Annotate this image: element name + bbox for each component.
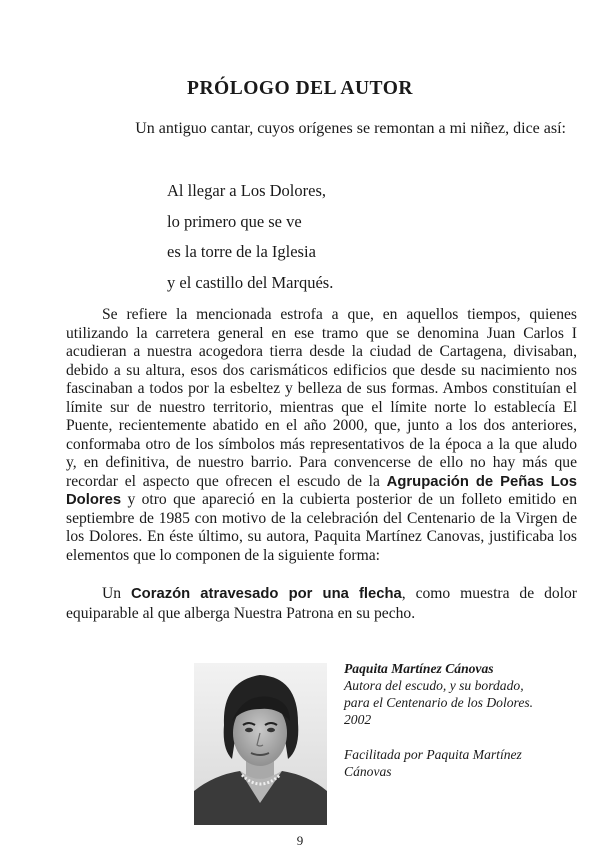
caption-photo-credit: Facilitada por Paquita Martínez Cánovas — [344, 747, 522, 779]
poem-line: y el castillo del Marqués. — [167, 272, 334, 292]
body-bold-org-name: Agrupación de Peñas Los Dolores — [66, 473, 577, 508]
closing-rest: , como muestra de dolor equiparable al que alberga Nuestra Patrona en su pecho. — [66, 585, 577, 622]
poem-line: es la torre de la Iglesia — [167, 242, 316, 261]
poem-line: Al llegar a Los Dolores, — [167, 181, 326, 200]
body-text-part2: y otro que apareció en la cubierta posterior de un folleto emitido en septiembre de 1985 con motivo de la celebración del Centenario de la Virgen de los Dolores. En éste último, su autora, Paquita Martínez Canovas, justificaba los elementos que lo componen de la siguiente forma: — [66, 491, 577, 564]
photo-caption — [344, 660, 564, 780]
page-number: 9 — [296, 833, 304, 848]
poem-stanza — [167, 176, 333, 298]
closing-lead: Un — [102, 585, 122, 602]
closing-bold-phrase: Corazón atravesado por una flecha — [130, 586, 402, 602]
caption-line: 2002 — [344, 712, 372, 727]
caption-author-name: Paquita Martínez Cánovas — [344, 661, 494, 676]
author-portrait-photo — [194, 663, 327, 825]
caption-line: Autora del escudo, y su bordado, — [344, 678, 524, 693]
body-paragraph — [66, 306, 577, 565]
poem-line: lo primero que se ve — [167, 211, 302, 231]
intro-paragraph: Un antiguo cantar, cuyos orígenes se remontan a mi niñez, dice así: — [135, 120, 566, 137]
page-title: PRÓLOGO DEL AUTOR — [187, 78, 413, 99]
body-text-part1: Se refiere la mencionada estrofa a que, en aquellos tiempos, quienes utilizando la carretera general en ese tramo que se denomina Juan Carlos I acudieran a nuestra acogedora tierra desde la ciudad de Cartagena, divisaban, debido a su altura, esos dos carismáticos edificios que desde su nacimiento nos fascinaban a todos por la esbeltez y belleza de sus formas. Ambos constituían el límite sur de nuestro territorio, mientras que el límite norte lo establecía El Puente, recientemente abatido en el año 2000, que, junto a los dos anteriores, conformaba otro de los símbolos más representativos de la época a la que aludo y, en definitiva, de nuestro barrio. Para convencerse de ello no hay más que recordar el aspecto que ofrecen el escudo de la — [66, 306, 577, 490]
closing-paragraph — [66, 584, 577, 623]
caption-line: para el Centenario de los Dolores. — [344, 695, 534, 710]
